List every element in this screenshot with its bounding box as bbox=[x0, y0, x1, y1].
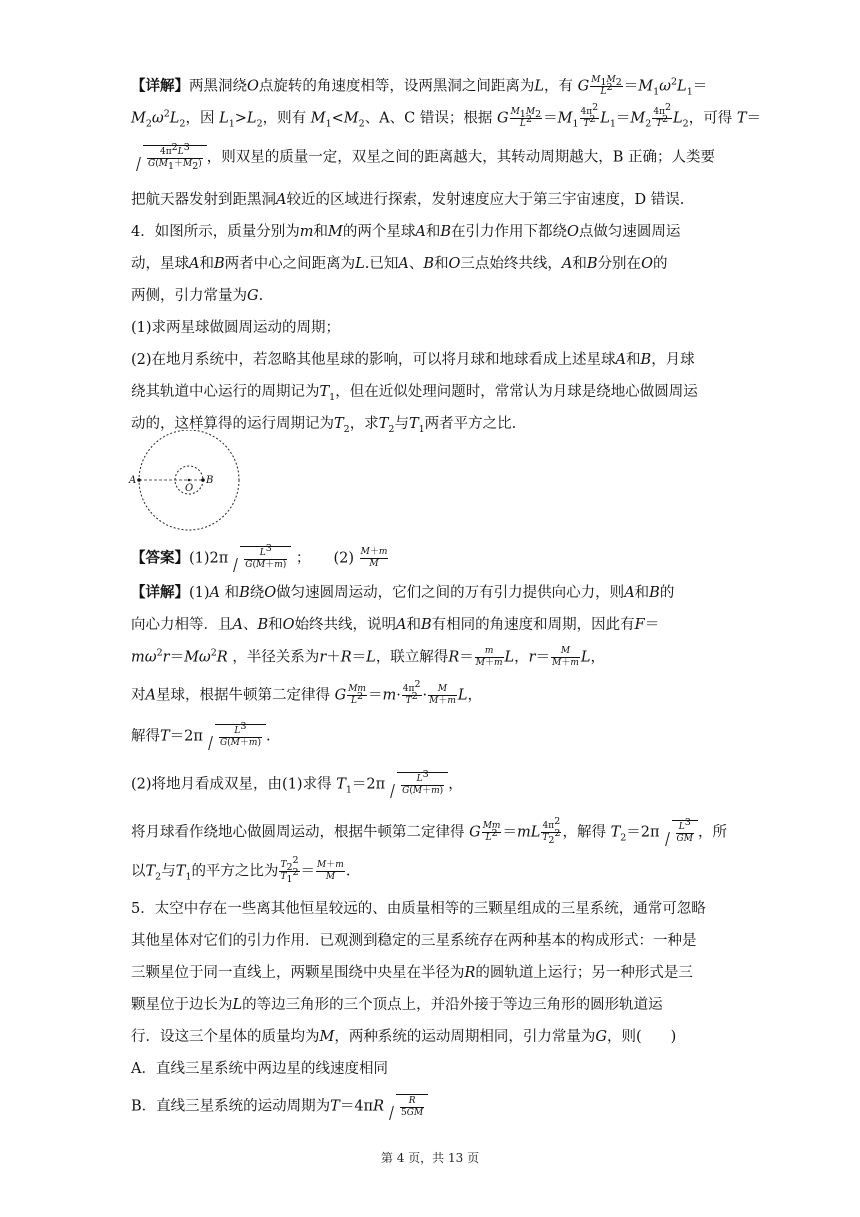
detail-4-line-7: 将月球看作绕地心做圆周运动，根据牛顿第二定律得 G $\frac{Mm}{L^2}$ ＝mL $\frac{4\pi^2}{T_2^2}$ ，解得 $T_2=2\pi$ $\frac{L^3}{GM}$ ，所 bbox=[131, 816, 727, 846]
q5-line-3: 三颗星位于同一直线上，两颗星围绕中央星在半径为R的圆轨道上运行；另一种形式是三 bbox=[131, 965, 693, 981]
q4-sub-2-line-1: (2)在地月系统中，若忽略其他星球的影响，可以将月球和地球看成上述星球A和B，月球 bbox=[131, 352, 695, 368]
q4-line-2: 动，星球A和B两者中心之间距离为L.已知A、B和O三点始终共线，A和B分别在O的 bbox=[131, 256, 668, 272]
q5-line-5: 行．设这三个星体的质量均为M，两种系统的运动周期相同，引力常量为G，则( ) bbox=[131, 1029, 677, 1045]
star-a-dot bbox=[137, 478, 141, 482]
detail-4-line-3: $m\omega^2r=M\omega^2R$ ，半径关系为r＋R＝L，联立解得R＝ $\frac{m}{M+m}$ L，r＝ $\frac{M}{M+m}$ L， bbox=[131, 646, 606, 668]
q4-sub-1: (1)求两星球做圆周运动的周期； bbox=[131, 320, 341, 336]
prev-detail-line-3: $\frac{4\pi^2L^3}{G(M_1+M_2)}$ ，则双星的质量一定，双星之间的距离越大，其转动周期越大，B 正确；人类要 bbox=[131, 145, 731, 170]
q4-line-3: 两侧，引力常量为G. bbox=[131, 288, 264, 304]
prev-detail-line-4: 把航天器发射到距黑洞A较近的区域进行探索，发射速度应大于第三宇宙速度，D 错误. bbox=[131, 192, 685, 208]
prev-detail-line-1: 【详解】两黑洞绕O点旋转的角速度相等，设两黑洞之间距离为L，有 G $\frac{M_1M_2}{L^2}$ $=M_1\omega^2L_1=$ bbox=[131, 75, 708, 98]
detail-4-line-5: 解得T＝2π $\frac{L^3}{G(M+m)}$ . bbox=[131, 721, 271, 748]
center-o-dot bbox=[188, 479, 191, 482]
detail-4-line-2: 向心力相等．且A、B和O始终共线，说明A和B有相同的角速度和周期，因此有F＝ bbox=[131, 617, 660, 633]
q4-sub-2-line-3: 动的，这样算得的运行周期记为$T_2$，求$T_2$与$T_1$两者平方之比. bbox=[131, 416, 517, 435]
detail-4-line-1: 【详解】(1)A 和B绕O做匀速圆周运动，它们之间的万有引力提供向心力，则A和B的 bbox=[131, 584, 675, 601]
star-b-dot bbox=[201, 478, 205, 482]
prev-detail-line-2: $M_2\omega^2L_2$，因 $L_1>L_2$，则有 $M_1<M_2$、A、C 错误；根据 G $\frac{M_1M_2}{L^2}$ $=M_1$ $\frac{4\pi^2}{T^2}$ $L_1=M_2$ $\frac{4\pi^2}{T^2}$ $L_2$，可得 T＝ bbox=[131, 102, 761, 130]
q4-line-1: 4．如图所示，质量分别为m和M的两个星球A和B在引力作用下都绕O点做匀速圆周运 bbox=[131, 224, 681, 240]
q5-line-2: 其他星体对它们的引力作用．已观测到稳定的三星系统存在两种基本的构成形式：一种是 bbox=[131, 933, 697, 949]
q5-line-1: 5．太空中存在一些离其他恒星较远的、由质量相等的三颗星组成的三星系统，通常可忽略 bbox=[131, 901, 706, 917]
q4-sub-2-line-2: 绕其轨道中心运行的周期记为$T_1$，但在近似处理问题时，常常认为月球是绕地心做圆周运 bbox=[131, 384, 698, 403]
q5-line-4: 颗星位于边长为L的等边三角形的三个顶点上，并沿外接于等边三角形的圆形轨道运 bbox=[131, 997, 663, 1013]
answer-4: 【答案】(1)2π $\frac{L^3}{G(M+m)}$ ； (2) $\frac{M+m}{M}$ bbox=[131, 543, 388, 570]
label-o: O bbox=[185, 483, 194, 494]
binary-star-figure bbox=[125, 430, 245, 535]
q5-option-a: A．直线三星系统中两边星的线速度相同 bbox=[131, 1061, 388, 1077]
detail-4-line-4: 对A星球，根据牛顿第二定律得 G $\frac{Mm}{L^2}$ ＝m· $\frac{4\pi^2}{T^2}$ · $\frac{M}{M+m}$ L， bbox=[131, 679, 483, 706]
q5-option-b: B．直线三星系统的运动周期为T＝4πR $\frac{R}{5GM}$ bbox=[131, 1094, 731, 1119]
detail-4-line-6: (2)将地月看成双星，由(1)求得 $T_1=2\pi$ $\frac{L^3}{G(M+m)}$ ， bbox=[131, 769, 463, 796]
detail-4-line-8: 以$T_2$与$T_1$的平方之比为 $\frac{T_2^2}{T_1^2}$ ＝ $\frac{M+m}{M}$ . bbox=[131, 855, 351, 885]
label-a: A bbox=[129, 475, 137, 486]
label-b: B bbox=[206, 475, 214, 486]
page-footer: 第 4 页，共 13 页 bbox=[380, 1151, 480, 1165]
